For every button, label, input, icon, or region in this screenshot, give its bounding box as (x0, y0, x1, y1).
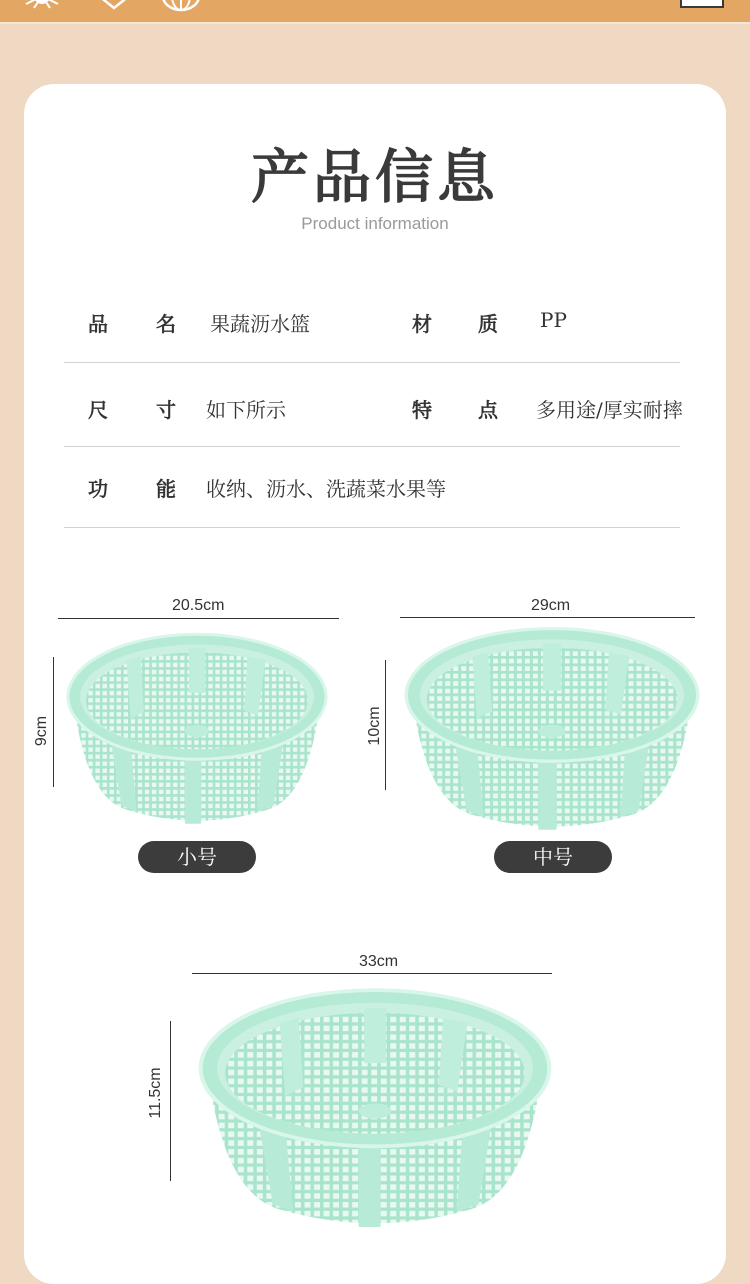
label-feature-2: 点 (478, 398, 498, 422)
value-material: PP (540, 308, 567, 332)
medium-height-line (385, 660, 386, 790)
corner-box-icon (680, 0, 724, 8)
large-height-line (170, 1021, 171, 1181)
large-width-line (192, 973, 552, 974)
value-size: 如下所示 (206, 398, 286, 422)
label-function-1: 功 (88, 477, 108, 501)
info-row-function (64, 447, 680, 528)
sun-icon (22, 0, 62, 10)
medium-height-label: 10cm (366, 706, 383, 746)
box-icon (92, 0, 136, 12)
page-subtitle: Product information (301, 214, 449, 233)
small-height-label: 9cm (33, 715, 50, 747)
top-banner (0, 0, 750, 24)
label-feature-1: 特 (412, 398, 432, 422)
medium-width-label: 29cm (531, 597, 571, 614)
value-feature: 多用途/厚实耐摔 (536, 398, 683, 422)
label-size-1: 尺 (88, 398, 108, 422)
medium-size-badge: 中号 (494, 841, 612, 873)
label-size-2: 寸 (156, 398, 176, 422)
small-size-badge: 小号 (138, 841, 256, 873)
info-row-name-material (64, 282, 680, 363)
page-title: 产品信息 (250, 143, 499, 211)
large-basket-image (198, 980, 552, 1232)
large-width-label: 33cm (359, 953, 399, 970)
small-width-line (58, 618, 339, 619)
value-function: 收纳、沥水、洗蔬菜水果等 (206, 477, 446, 501)
medium-width-line (400, 617, 695, 618)
label-function-2: 能 (156, 477, 176, 501)
large-height-label: 11.5cm (147, 1067, 164, 1119)
small-height-line (53, 657, 54, 787)
info-row-size-feature (64, 364, 683, 447)
label-name-2: 名 (156, 312, 176, 336)
small-width-label: 20.5cm (172, 597, 225, 614)
label-material-1: 材 (412, 312, 432, 336)
label-material-2: 质 (478, 312, 498, 336)
globe-icon (160, 0, 202, 12)
value-name: 果蔬沥水篮 (210, 312, 310, 336)
small-basket-image (66, 626, 328, 828)
medium-basket-image (404, 620, 700, 834)
label-name-1: 品 (88, 312, 108, 336)
